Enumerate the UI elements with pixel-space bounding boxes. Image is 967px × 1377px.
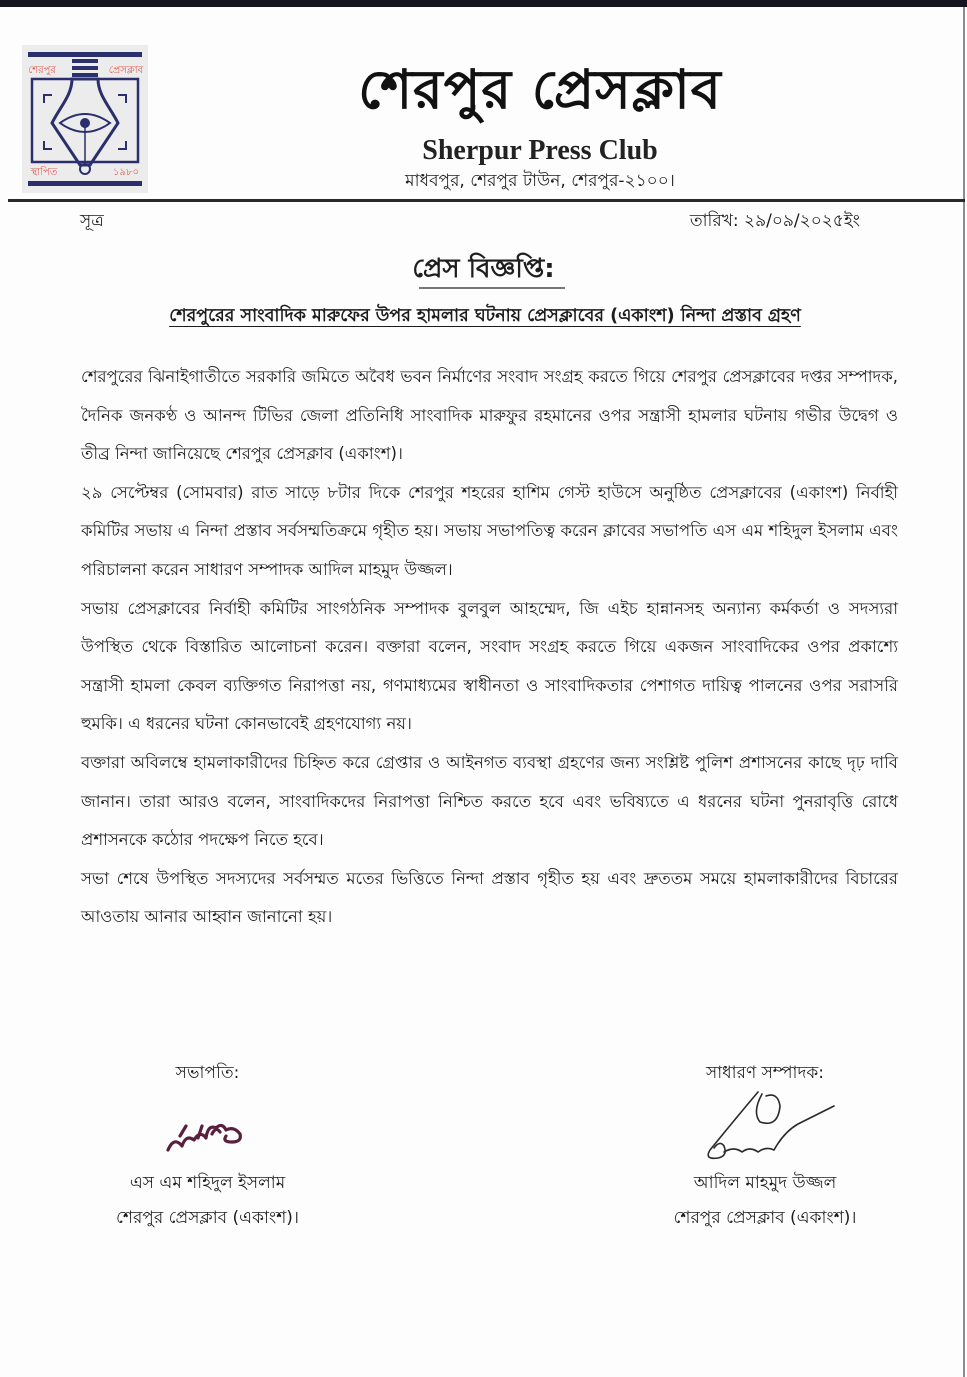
club-title-bengali: শেরপুর প্রেসক্লাব [358,57,722,121]
handwritten-signature-icon [640,1088,890,1166]
logo-text-bottom-right: ১৯৮০ [113,167,139,178]
press-release-heading: প্রেস বিজ্ঞপ্তি: [412,254,555,284]
logo-text-bottom-left: স্থাপিত [30,167,58,178]
signatory-name: এস এম শহিদুল ইসলাম [129,1173,286,1193]
top-bar [0,0,967,7]
body-paragraph: বক্তারা অবিলম্বে হামলাকারীদের চিহ্নিত করে গ্রেপ্তার ও আইনগত ব্যবস্থা গ্রহণের জন্য সংশ্লিষ্ট পুলিশ প্রশাসনের কাছে দৃঢ় দাবি জানান। তারা আরও বলেন, সাংবাদিকদের নিরাপত্তা নিশ্চিত করতে হবে এবং ভবিষ্যতে এ ধরনের ঘটনা পুনরাবৃত্তি রোধে প্রশাসনকে কঠোর পদক্ষেপ নিতে হবে। [81,752,898,850]
handwritten-signature-icon [100,1088,315,1166]
signatory-title: সভাপতি: [175,1063,240,1083]
header-divider [8,199,965,202]
body-paragraph: সভায় প্রেসক্লাবের নির্বাহী কমিটির সাংগঠনিক সম্পাদক বুলবুল আহম্মেদ, জি এইচ হান্নানসহ অন্যান্য কর্মকর্তা ও সদস্যরা উপস্থিত থেকে বিস্তারিত আলোচনা করেন। বক্তারা বলেন, সংবাদ সংগ্রহ করতে গিয়ে একজন সাংবাদিকের ওপর প্রকাশ্যে সন্ত্রাসী হামলা কেবল ব্যক্তিগত নিরাপত্তা নয়, গণমাধ্যমের স্বাধীনতা ও সাংবাদিকতার পেশাগত দায়িত্ব পালনের ওপর সরাসরি হুমকি। এ ধরনের ঘটনা কোনভাবেই গ্রহণযোগ্য নয়। [81,598,898,734]
reference-label: সূত্র [80,211,104,231]
press-release-subject: শেরপুরের সাংবাদিক মারুফের উপর হামলার ঘটনায় প্রেসক্লাবের (একাংশ) নিন্দা প্রস্তাব গ্রহণ [169,306,801,326]
logo-text-top-left: শেরপুর [28,65,56,76]
body-paragraph: ২৯ সেপ্টেম্বর (সোমবার) রাত সাড়ে ৮টার দিকে শেরপুর শহরের হাশিম গেস্ট হাউসে অনুষ্ঠিত প্রেসক্লাবের (একাংশ) নির্বাহী কমিটির সভায় এ নিন্দা প্রস্তাব সর্বসম্মতিক্রমে গৃহীত হয়। সভায় সভাপতিত্ব করেন ক্লাবের সভাপতি এস এম শহিদুল ইসলাম এবং পরিচালনা করেন সাধারণ সম্পাদক আদিল মাহমুদ উজ্জল। [81,482,898,579]
signatory-title: সাধারণ সম্পাদক: [705,1063,825,1083]
club-title-english: Sherpur Press Club [422,135,658,166]
pen-nib-eye-icon [22,45,148,193]
press-club-logo [22,45,148,193]
signatory-name: আদিল মাহমুদ উজ্জল [693,1173,837,1193]
page-edge [963,7,965,1377]
press-release-body [81,358,898,937]
signatory-organization: শেরপুর প্রেসক্লাব (একাংশ)। [673,1208,857,1228]
document-date: তারিখ: ২৯/০৯/২০২৫ইং [689,211,860,231]
signature-general-secretary [640,1088,890,1166]
signature-block-president [100,1058,315,1236]
heading-underline [419,287,565,289]
body-paragraph: শেরপুরের ঝিনাইগাতীতে সরকারি জমিতে অবৈধ ভবন নির্মাণের সংবাদ সংগ্রহ করতে গিয়ে শেরপুর প্রেসক্লাবের দপ্তর সম্পাদক, দৈনিক জনকণ্ঠ ও আনন্দ টিভির জেলা প্রতিনিধি সাংবাদিক মারুফুর রহমানের ওপর সন্ত্রাসী হামলার ঘটনায় গভীর উদ্বেগ ও তীব্র নিন্দা জানিয়েছে শেরপুর প্রেসক্লাব (একাংশ)। [81,367,898,464]
signature-block-general-secretary [640,1058,890,1236]
logo-text-top-right: প্রেসক্লাব [108,65,144,76]
signature-president [100,1088,315,1166]
club-address: মাধবপুর, শেরপুর টাউন, শেরপুর-২১০০। [405,171,675,191]
signatory-organization: শেরপুর প্রেসক্লাব (একাংশ)। [116,1208,299,1228]
body-paragraph: সভা শেষে উপস্থিত সদস্যদের সর্বসম্মত মতের ভিত্তিতে নিন্দা প্রস্তাব গৃহীত হয় এবং দ্রুততম সময়ে হামলাকারীদের বিচারের আওতায় আনার আহ্বান জানানো হয়। [81,868,898,927]
